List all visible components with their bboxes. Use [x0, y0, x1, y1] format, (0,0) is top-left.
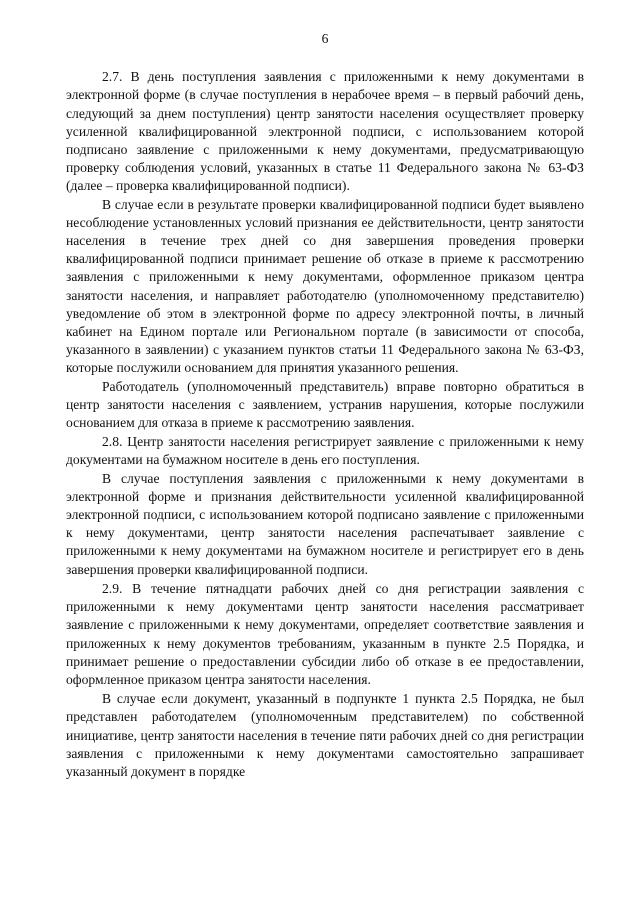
paragraph-signature-check-failure: В случае если в результате проверки квалифицированной подписи будет выявлено несоблюдение установленных условий признания ее действительности, центр занятости населения в течение трех дней со дня завершения проведения проверки квалифицированной подписи принимает решение об отказе в приеме к рассмотрению заявления с приложенными к нему документами, оформленное приказом центра занятости населения, и направляет работодателю (уполномоченному представителю) уведомление об этом в электронной форме по адресу электронной почты, в личный кабинет на Едином портале или Региональном портале (в зависимости от способа, указанного в заявлении) с указанием пунктов статьи 11 Федерального закона № 63-ФЗ, которые послужили основанием для принятия указанного решения. [66, 196, 584, 376]
paragraph-document-request: В случае если документ, указанный в подпункте 1 пункта 2.5 Порядка, не был представлен работодателем (уполномоченным представителем) по собственной инициативе, центр занятости населения в течение пяти рабочих дней со дня регистрации заявления с приложенными к нему документами самостоятельно запрашивает указанный документ в порядке [66, 691, 584, 779]
paragraph-2-9: 2.9. В течение пятнадцати рабочих дней со дня регистрации заявления с приложенными к нему документами центр занятости населения рассматривает заявление с приложенными к нему документами, определяет соответствие заявления и приложенных к нему документов требованиям, указанным в пункте 2.5 Порядка, и принимает решение о предоставлении субсидии либо об отказе в ее предоставлении, оформленное приказом центра занятости населения. [66, 580, 584, 687]
paragraph-electronic-registration: В случае поступления заявления с приложенными к нему документами в электронной форме и признания действительности усиленной квалифицированной электронной подписи, с использованием которой подписано заявление с приложенными к нему документами, центр занятости населения распечатывает заявление с приложенными к нему документами на бумажном носителе и регистрирует его в день завершения проверки квалифицированной подписи. [66, 470, 584, 577]
paragraph-2-7: 2.7. В день поступления заявления с приложенными к нему документами в электронной форме (в случае поступления в нерабочее время – в первый рабочий день, следующий за днем поступления) центр занятости населения осуществляет проверку усиленной квалифицированной электронной подписи, с использованием которой подписано заявление с приложенными к нему документами, предусматривающую проверку соблюдения условий, указанных в статье 11 Федерального закона № 63-ФЗ (далее – проверка квалифицированной подписи). [66, 69, 584, 194]
page-number: 6 [321, 31, 329, 46]
paragraph-2-8: 2.8. Центр занятости населения регистрирует заявление с приложенными к нему документами на бумажном носителе в день его поступления. [66, 434, 584, 468]
paragraph-resubmission: Работодатель (уполномоченный представитель) вправе повторно обратиться в центр занятости населения с заявлением, устранив нарушения, которые послужили основанием для отказа в приеме к рассмотрению заявления. [66, 378, 584, 431]
